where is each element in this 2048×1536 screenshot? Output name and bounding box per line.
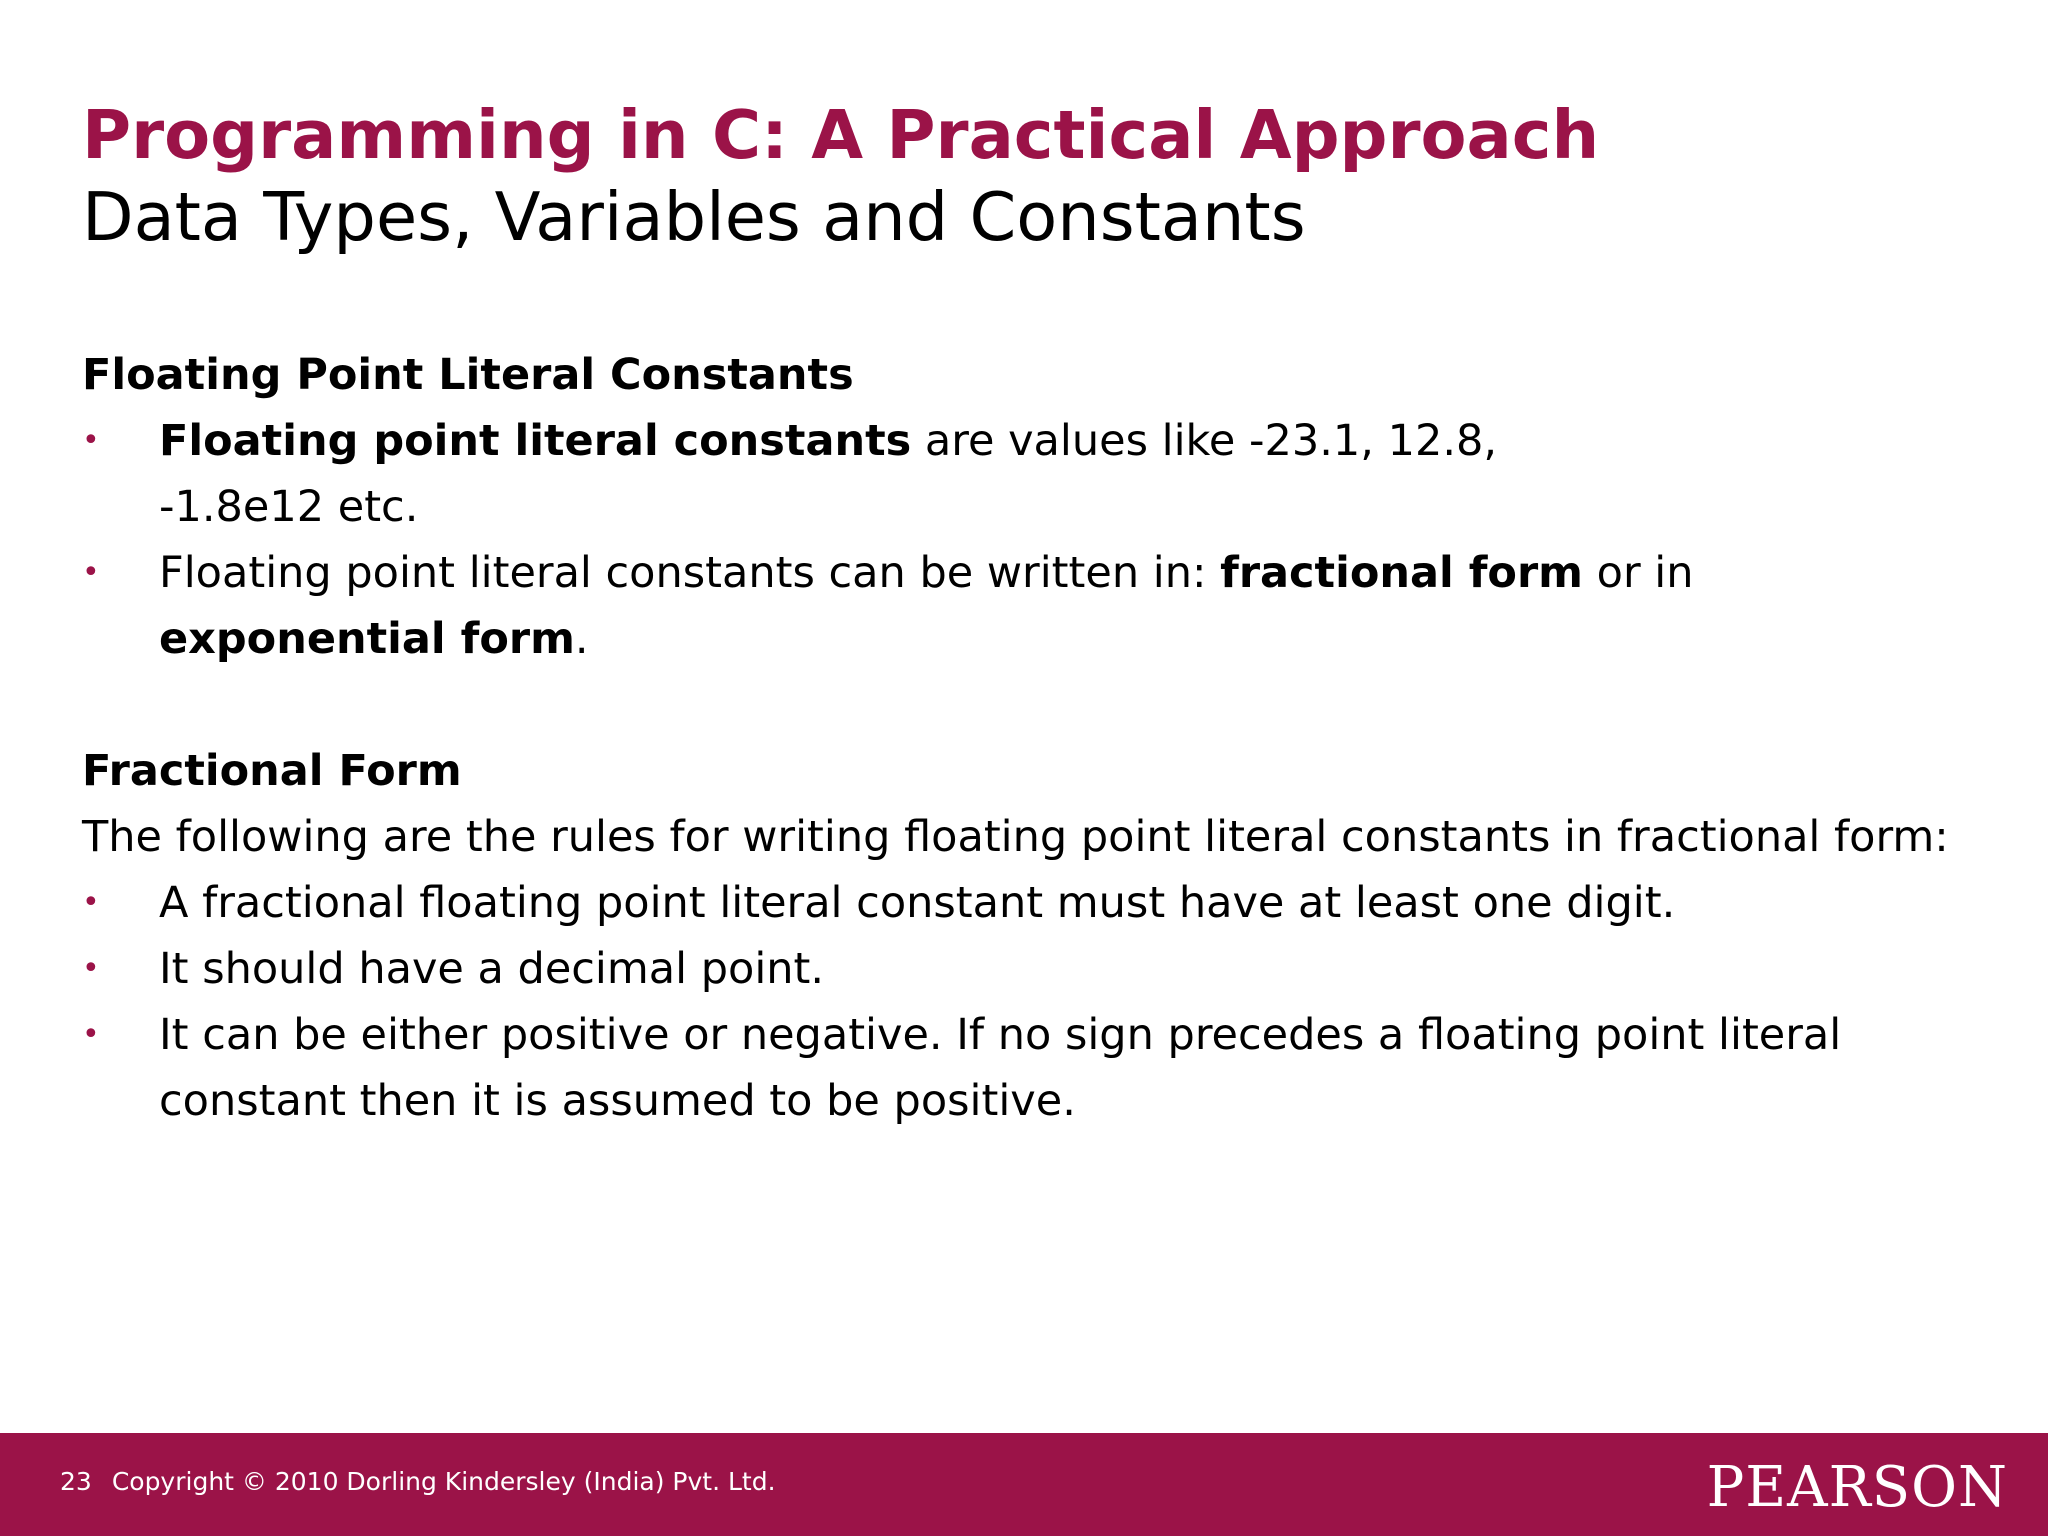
- slide-title: Programming in C: A Practical Approach: [82, 96, 1600, 174]
- bullet-item: [82, 936, 1982, 1002]
- bullet-icon: •: [82, 423, 100, 458]
- section-heading-floating-point: Floating Point Literal Constants: [82, 350, 854, 400]
- bullet-text: .: [574, 614, 589, 664]
- bullet-text: It should have a decimal point.: [159, 944, 825, 994]
- bullet-icon: •: [82, 1017, 100, 1052]
- bullet-text: It can be either positive or negative. If no sign precedes a floating point literal constant then it is assumed to be positive.: [159, 1010, 1842, 1126]
- bold-term: exponential form: [159, 614, 575, 664]
- bullet-item: [82, 870, 1982, 936]
- bullet-text: are values like -23.1, 12.8,: [911, 416, 1498, 466]
- page-number: 23: [60, 1467, 92, 1496]
- pearson-logo: PEARSON: [1706, 1455, 2008, 1520]
- bullet-item: [82, 408, 1982, 540]
- bullet-text-continued: -1.8e12 etc.: [159, 482, 419, 532]
- bold-term: Floating point literal constants: [159, 416, 912, 466]
- bullet-item: [82, 1002, 1982, 1134]
- slide-content: [82, 342, 1982, 1134]
- bold-term: fractional form: [1220, 548, 1583, 598]
- bullet-icon: •: [82, 885, 100, 920]
- bullet-icon: •: [82, 951, 100, 986]
- footer-text: [60, 1467, 776, 1496]
- copyright-text: Copyright © 2010 Dorling Kindersley (India) Pvt. Ltd.: [111, 1467, 776, 1496]
- bullet-text: A fractional floating point literal constant must have at least one digit.: [159, 878, 1676, 928]
- bullet-text: Floating point literal constants can be written in:: [159, 548, 1221, 598]
- intro-paragraph: The following are the rules for writing floating point literal constants in fractional form:: [82, 812, 1949, 862]
- footer-bar: [0, 1433, 2048, 1536]
- spacer: [82, 672, 1982, 738]
- bullet-text: or in: [1582, 548, 1694, 598]
- bullet-icon: •: [82, 555, 100, 590]
- slide-subtitle: Data Types, Variables and Constants: [82, 178, 1306, 256]
- bullet-item: [82, 540, 1982, 672]
- section-heading-fractional-form: Fractional Form: [82, 746, 462, 796]
